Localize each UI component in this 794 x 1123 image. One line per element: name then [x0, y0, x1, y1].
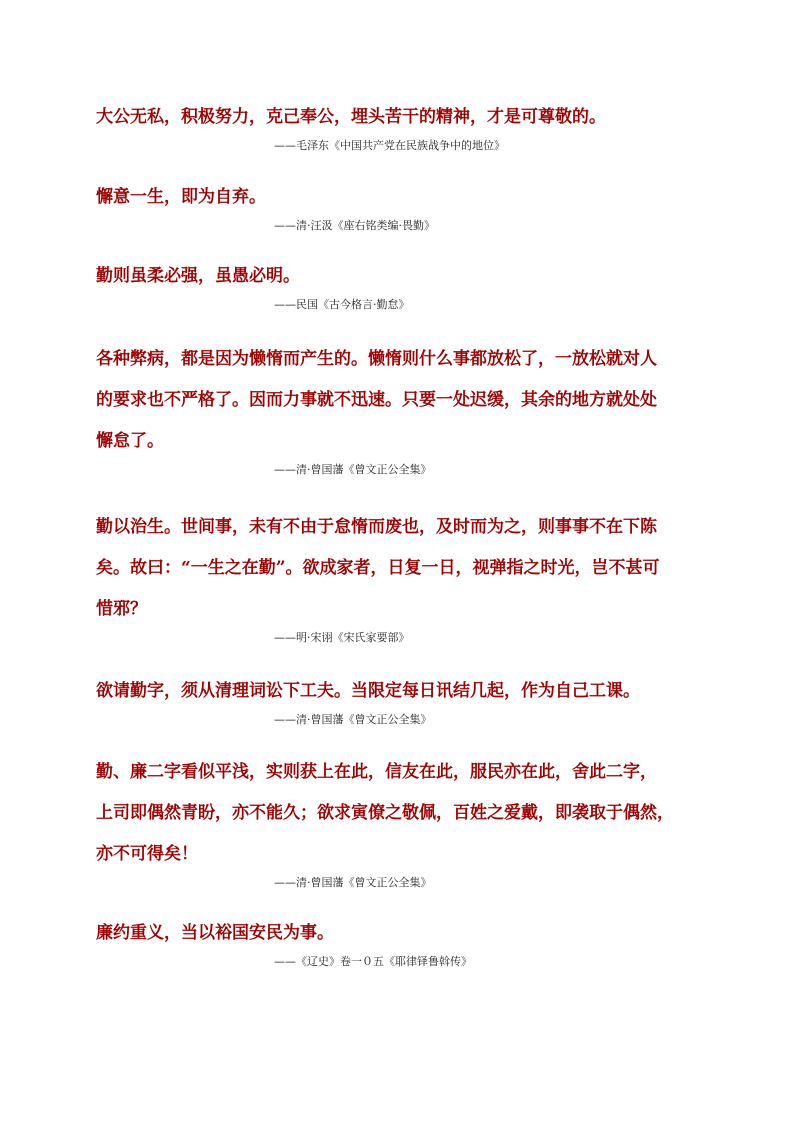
quote-text: 廉约重义，当以裕国安民为事。 — [96, 923, 334, 943]
quote-source: ——《辽史》卷一０五《耶律铎鲁斡传》 — [274, 955, 472, 968]
quote-text: 各种弊病，都是因为懒惰而产生的。懒惰则什么事都放松了，一放松就对人 的要求也不严格了。因而力事就不迅速。只要一处迟缓，其余的地方就处处 懈怠了。 — [96, 349, 657, 451]
quote-text: 勤以治生。世间事，未有不由于怠惰而废也，及时而为之，则事事不在下陈 矣。故曰：“一生之在勤”。欲成家者，日复一日，视弹指之时光，岂不甚可 惜邪？ — [96, 517, 660, 619]
quote-source: ——明·宋诩《宋氏家要部》 — [274, 631, 410, 644]
quote-entry-2 — [96, 177, 706, 234]
quote-entry-3 — [96, 256, 706, 313]
quote-source: ——毛泽东《中国共产党在民族战争中的地位》 — [274, 139, 505, 152]
quote-text: 大公无私，积极努力，克己奉公，埋头苦干的精神，才是可尊敬的。 — [96, 107, 606, 127]
quote-entry-1 — [96, 97, 706, 154]
quote-text: 勤则虽柔必强，虽愚必明。 — [96, 266, 300, 286]
quote-entry-6 — [96, 671, 706, 728]
quote-source: ——清·汪汲《座右铭类编·畏勤》 — [274, 219, 435, 232]
quote-source: ——清·曾国藩《曾文正公全集》 — [274, 713, 432, 726]
quote-text: 懈意一生，即为自弃。 — [96, 187, 266, 207]
quote-text: 欲请勤字，须从清理词讼下工夫。当限定每日讯结几起，作为自己工课。 — [96, 681, 640, 701]
quote-source: ——民国《古今格言·勤怠》 — [274, 298, 410, 311]
quote-entry-8 — [96, 913, 706, 970]
quote-text: 勤、廉二字看似平浅，实则获上在此，信友在此，服民亦在此，舍此二字， 上司即偶然青盼，亦不能久；欲求寅僚之敬佩，百姓之爱戴，即袭取于偶然， 亦不可得矣！ — [96, 762, 674, 864]
quote-source: ——清·曾国藩《曾文正公全集》 — [274, 463, 432, 476]
quote-entry-7 — [96, 752, 706, 891]
quote-source: ——清·曾国藩《曾文正公全集》 — [274, 876, 432, 889]
quote-entry-5 — [96, 507, 706, 646]
quote-entry-4 — [96, 339, 706, 478]
